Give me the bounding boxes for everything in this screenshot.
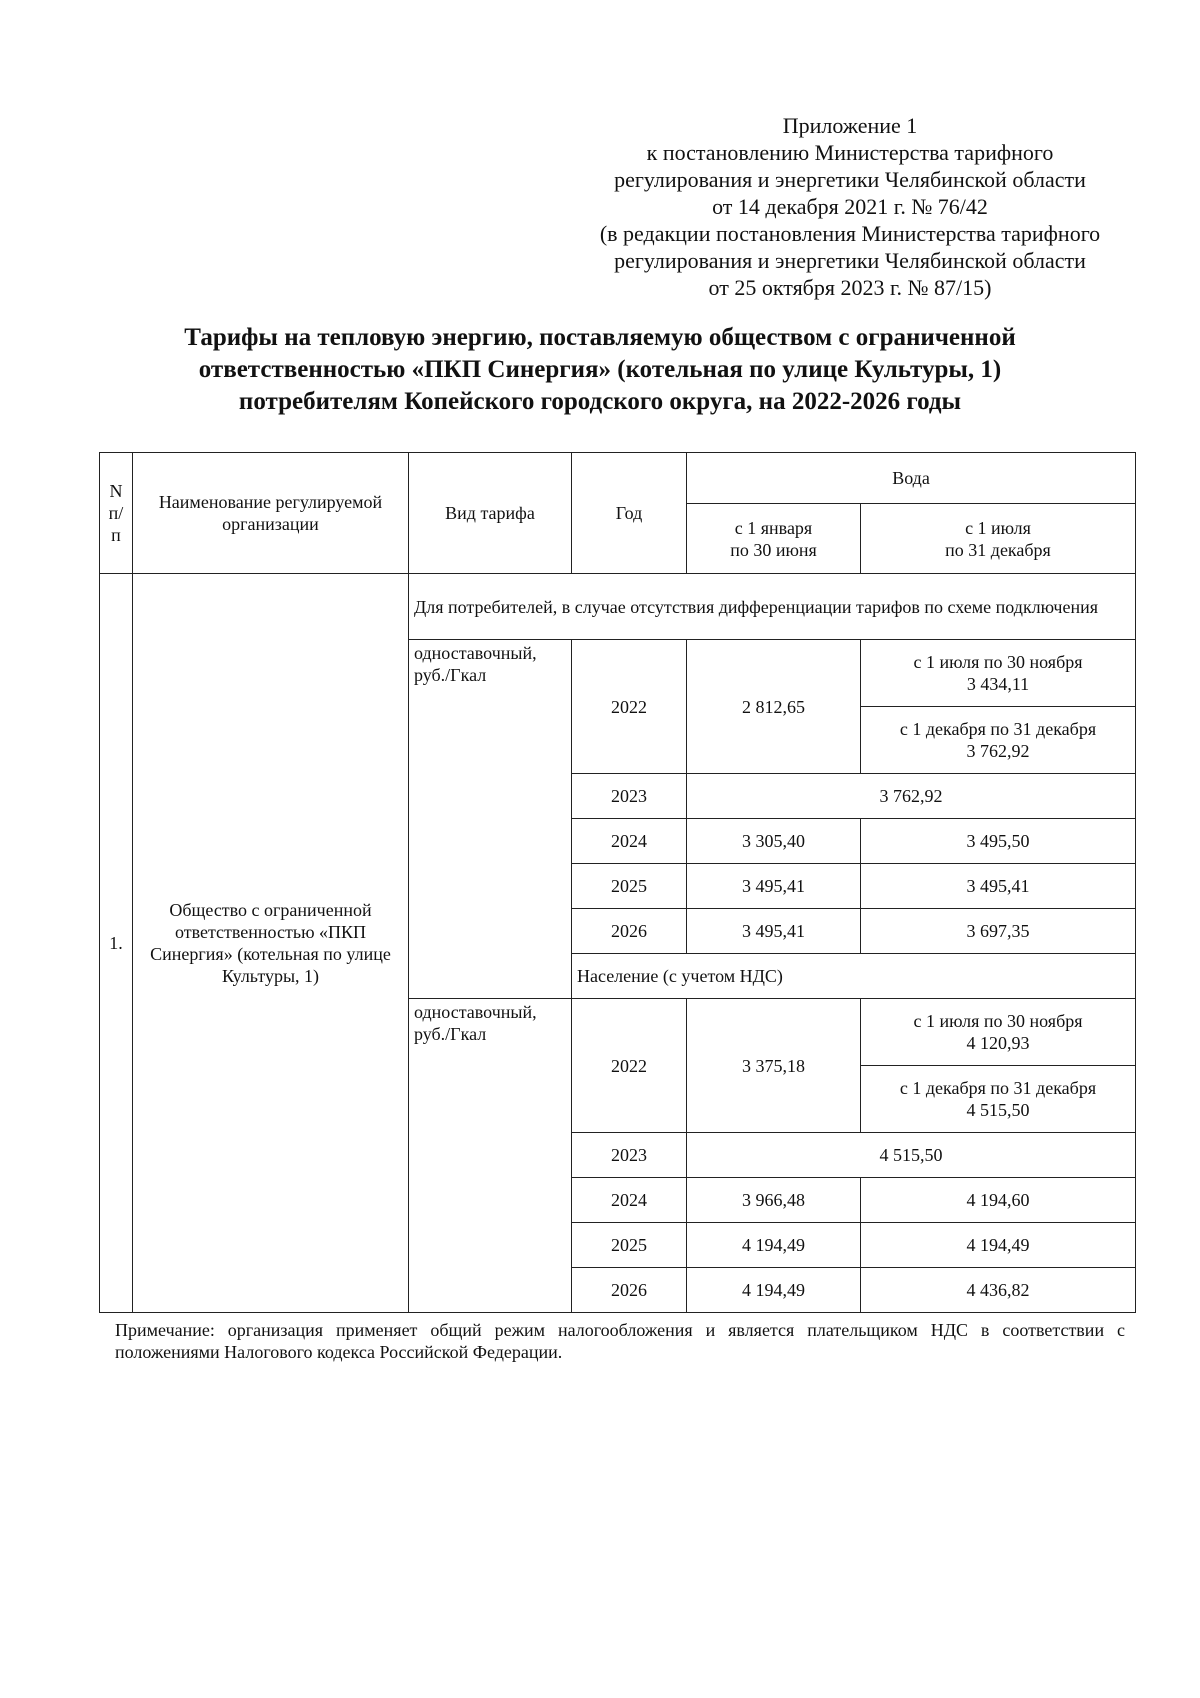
value-cell: 2 812,65 <box>687 640 861 774</box>
appendix-line: Приложение 1 <box>782 113 918 138</box>
header-water: Вода <box>687 453 1136 504</box>
appendix-line: регулирования и энергетики Челябинской области <box>614 248 1086 273</box>
appendix-line: к постановлению Министерства тарифного <box>646 140 1054 165</box>
value-cell: 3 375,18 <box>687 999 861 1133</box>
year-cell: 2022 <box>572 640 687 774</box>
value-cell: с 1 декабря по 31 декабря 3 762,92 <box>861 707 1136 774</box>
value-cell: 4 436,82 <box>861 1268 1136 1313</box>
appendix-line: от 14 декабря 2021 г. № 76/42 <box>712 194 988 219</box>
value-cell: 3 495,41 <box>687 909 861 954</box>
header-tariff-type: Вид тарифа <box>409 453 572 574</box>
value-cell: 4 194,49 <box>687 1268 861 1313</box>
row-number: 1. <box>100 574 133 1313</box>
year-cell: 2024 <box>572 1178 687 1223</box>
year-cell: 2024 <box>572 819 687 864</box>
value-cell: 4 194,60 <box>861 1178 1136 1223</box>
year-cell: 2026 <box>572 909 687 954</box>
org-name: Общество с ограниченной ответственностью «ПКП Синергия» (котельная по улице Культуры, 1) <box>133 574 409 1313</box>
year-cell: 2025 <box>572 1223 687 1268</box>
tariff-type-cell: одноставочный, руб./Гкал <box>409 640 572 999</box>
value-cell: 3 697,35 <box>861 909 1136 954</box>
tariff-type-cell: одноставочный, руб./Гкал <box>409 999 572 1313</box>
title-line: потребителям Копейского городского округа, на 2022-2026 годы <box>238 388 962 415</box>
tariffs-table <box>99 452 1136 1313</box>
appendix-line: регулирования и энергетики Челябинской области <box>614 167 1086 192</box>
header-period-1: с 1 января по 30 июня <box>687 504 861 574</box>
value-cell: 4 515,50 <box>687 1133 1136 1178</box>
appendix-line: (в редакции постановления Министерства тарифного <box>599 221 1101 246</box>
appendix-block <box>570 112 1130 301</box>
year-cell: 2025 <box>572 864 687 909</box>
title-line: ответственностью «ПКП Синергия» (котельная по улице Культуры, 1) <box>198 356 1002 383</box>
year-cell: 2023 <box>572 774 687 819</box>
year-cell: 2026 <box>572 1268 687 1313</box>
footnote: Примечание: организация применяет общий режим налогообложения и является плательщиком НДС в соответствии с положениями Налогового кодекса Российской Федерации. <box>115 1320 1125 1362</box>
value-cell: 3 762,92 <box>687 774 1136 819</box>
value-cell: 3 495,41 <box>687 864 861 909</box>
document-title <box>110 322 1090 418</box>
header-year: Год <box>572 453 687 574</box>
value-cell: 3 495,41 <box>861 864 1136 909</box>
value-cell: с 1 июля по 30 ноября 3 434,11 <box>861 640 1136 707</box>
header-num: N п/п <box>100 453 133 574</box>
value-cell: 3 305,40 <box>687 819 861 864</box>
value-cell: с 1 декабря по 31 декабря 4 515,50 <box>861 1066 1136 1133</box>
appendix-line: от 25 октября 2023 г. № 87/15) <box>708 275 992 300</box>
header-period-2: с 1 июля по 31 декабря <box>861 504 1136 574</box>
section-label: Для потребителей, в случае отсутствия дифференциации тарифов по схеме подключения <box>409 574 1136 640</box>
value-cell: 4 194,49 <box>861 1223 1136 1268</box>
title-line: Тарифы на тепловую энергию, поставляемую обществом с ограниченной <box>184 324 1016 351</box>
value-cell: 4 194,49 <box>687 1223 861 1268</box>
section-label: Население (с учетом НДС) <box>572 954 1136 999</box>
value-cell: 3 495,50 <box>861 819 1136 864</box>
year-cell: 2023 <box>572 1133 687 1178</box>
header-org: Наименование регулируемой организации <box>133 453 409 574</box>
value-cell: 3 966,48 <box>687 1178 861 1223</box>
year-cell: 2022 <box>572 999 687 1133</box>
value-cell: с 1 июля по 30 ноября 4 120,93 <box>861 999 1136 1066</box>
